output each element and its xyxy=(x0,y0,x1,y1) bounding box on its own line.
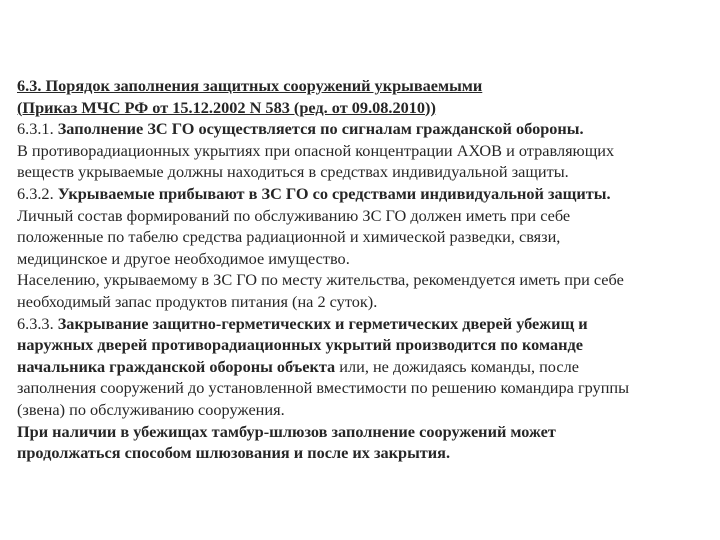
section-633-body-line-1: заполнения сооружений до установленной вместимости по решению командира группы xyxy=(17,378,630,398)
section-633-title-line-1 xyxy=(17,313,713,335)
section-633-body-line-2: (звена) по обслуживанию сооружения. xyxy=(17,399,285,419)
section-632-body-line-1: Личный состав формирований по обслуживанию ЗС ГО должен иметь при себе xyxy=(17,205,571,225)
section-632-title: Укрываемые прибывают в ЗС ГО со средствами индивидуальной защиты. xyxy=(57,183,611,203)
section-633-title-3-rest: или, не дожидаясь команды, после xyxy=(335,356,579,376)
section-633-title-1: Закрывание защитно-герметических и герметических дверей убежищ и xyxy=(57,313,588,333)
section-631-number: 6.3.1. xyxy=(17,119,58,139)
section-633-title-line-2: наружных дверей противорадиационных укрытий производится по команде xyxy=(17,335,583,355)
section-632-body-line-4: Населению, укрываемому в ЗС ГО по месту жительства, рекомендуется иметь при себе xyxy=(17,270,624,290)
section-631-body-line-2: веществ укрываемые должны находиться в средствах индивидуальной защиты. xyxy=(17,162,569,182)
section-631-title-line xyxy=(17,118,713,140)
document-text xyxy=(17,75,713,464)
closing-line-2: продолжаться способом шлюзования и после их закрытия. xyxy=(17,443,451,463)
section-632-body-line-3: медицинское и другое необходимое имущество. xyxy=(17,248,350,268)
section-632-number: 6.3.2. xyxy=(17,183,58,203)
section-633-title-line-3 xyxy=(17,356,713,378)
closing-line-1: При наличии в убежищах тамбур-шлюзов заполнение сооружений может xyxy=(17,421,556,441)
heading-line-2: (Приказ МЧС РФ от 15.12.2002 N 583 (ред. от 09.08.2010)) xyxy=(17,97,436,117)
section-631-title: Заполнение ЗС ГО осуществляется по сигналам гражданской обороны. xyxy=(57,119,584,139)
section-631-body-line-1: В противорадиационных укрытиях при опасной концентрации АХОВ и отравляющих xyxy=(17,140,615,160)
heading-line-1: 6.3. Порядок заполнения защитных сооружений укрываемыми xyxy=(17,76,483,95)
section-632-title-line xyxy=(17,183,713,205)
section-632-body-line-2: положенные по табелю средства радиационной и химической разведки, связи, xyxy=(17,227,561,247)
section-633-number: 6.3.3. xyxy=(17,313,58,333)
section-633-title-3-bold: начальника гражданской обороны объекта xyxy=(17,356,336,376)
section-632-body-line-5: необходимый запас продуктов питания (на 2 суток). xyxy=(17,291,378,311)
